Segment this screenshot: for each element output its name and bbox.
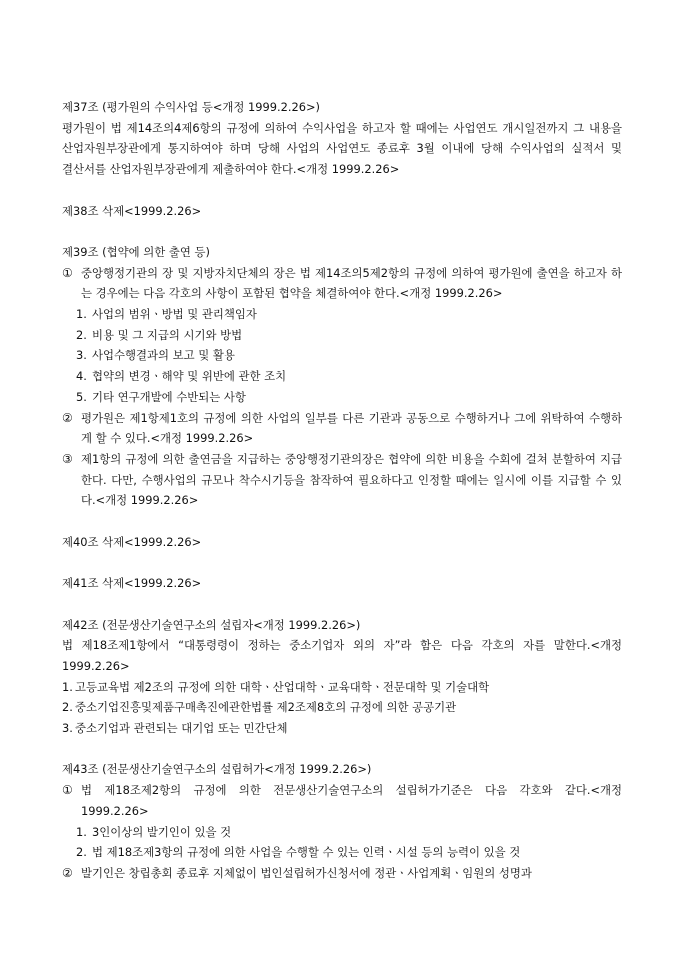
item-number: 3. (76, 348, 87, 363)
paragraph-marker: ① (62, 783, 73, 798)
item-number: 1. (76, 307, 87, 321)
list-item (62, 677, 622, 698)
item-text: 비용 및 그 지급의 시기와 방법 (92, 327, 243, 342)
list-item (62, 842, 622, 863)
document-page (62, 97, 622, 884)
article-43-paragraph-1 (62, 780, 622, 821)
item-number: 1. (62, 679, 73, 694)
item-text: 사업의 범위ㆍ방법 및 관리책임자 (92, 307, 257, 321)
paragraph-marker: ③ (62, 451, 73, 466)
list-item (62, 718, 622, 739)
item-text: 중소기업과 관련되는 대기업 또는 민간단체 (75, 721, 288, 736)
paragraph-text: 평가원은 제1항제1호의 규정에 의한 사업의 일부를 다른 기관과 공동으로 수행하거나 그에 위탁하여 수행하게 할 수 있다.<개정 1999.2.26> (81, 410, 622, 446)
item-number: 5. (76, 389, 87, 404)
item-number: 2. (76, 845, 87, 860)
paragraph-text: 법 제18조제2항의 규정에 의한 전문생산기술연구소의 설립허가기준은 다음 각호와 같다.<개정 1999.2.26> (81, 783, 622, 818)
article-42-heading: 제42조 (전문생산기술연구소의 설립자<개정 1999.2.26>) (62, 617, 361, 632)
list-item (62, 345, 622, 366)
item-number: 1. (76, 824, 87, 839)
paragraph-marker: ② (62, 865, 73, 880)
item-text: 고등교육법 제2조의 규정에 의한 대학ㆍ산업대학ㆍ교육대학ㆍ전문대학 및 기술대학 (75, 679, 490, 694)
item-text: 3인이상의 발기인이 있을 것 (92, 824, 232, 839)
list-item (62, 325, 622, 346)
list-item (62, 697, 622, 718)
item-number: 3. (62, 721, 73, 736)
item-number: 2. (76, 327, 87, 342)
article-43-paragraph-2 (62, 863, 622, 884)
item-text: 기타 연구개발에 수반되는 사항 (92, 389, 246, 404)
article-40-heading: 제40조 삭제<1999.2.26> (62, 534, 202, 549)
item-text: 중소기업진흥및제품구매촉진에관한법률 제2조제8호의 규정에 의한 공공기관 (75, 700, 457, 715)
item-text: 협약의 변경ㆍ해약 및 위반에 관한 조치 (92, 369, 287, 384)
article-43-heading: 제43조 (전문생산기술연구소의 설립허가<개정 1999.2.26>) (62, 762, 372, 777)
list-item (62, 387, 622, 408)
paragraph-text: 중앙행정기관의 장 및 지방자치단체의 장은 법 제14조의5제2항의 규정에 의하여 평가원에 출연을 하고자 하는 경우에는 다음 각호의 사항이 포함된 협약을 체결하여야 한다.<개정 1999.2.26> (81, 265, 622, 301)
list-item (62, 304, 622, 325)
item-number: 4. (76, 369, 87, 384)
paragraph-marker: ① (62, 265, 73, 280)
paragraph-marker: ② (62, 410, 73, 425)
article-38-heading: 제38조 삭제<1999.2.26> (62, 203, 202, 218)
article-39-paragraph-2 (62, 408, 622, 449)
item-number: 2. (62, 700, 73, 715)
list-item (62, 822, 622, 843)
article-42-body: 법 제18조제1항에서 “대통령령이 정하는 중소기업자 외의 자”라 함은 다음 각호의 자를 말한다.<개정 1999.2.26> (62, 638, 622, 673)
article-41-heading: 제41조 삭제<1999.2.26> (62, 576, 202, 591)
article-39-heading: 제39조 (협약에 의한 출연 등) (62, 244, 210, 259)
article-37-body: 평가원이 법 제14조의4제6항의 규정에 의하여 수익사업을 하고자 할 때에는 사업연도 개시일전까지 그 내용을 산업자원부장관에게 통지하여야 하며 당해 사업의 사업연도 종료후 3월 이내에 당해 수익사업의 실적서 및 결산서를 산업자원부장관에게 제출하여야 한다.<개정 1999.2.26> (62, 120, 622, 177)
article-39-paragraph-1 (62, 263, 622, 304)
paragraph-text: 발기인은 창립총회 종료후 지체없이 법인설립허가신청서에 정관ㆍ사업계획ㆍ임원의 성명과 (81, 865, 532, 880)
item-text: 사업수행결과의 보고 및 활용 (92, 348, 235, 363)
list-item (62, 366, 622, 387)
paragraph-text: 제1항의 규정에 의한 출연금을 지급하는 중앙행정기관의장은 협약에 의한 비용을 수회에 걸쳐 분할하여 지급한다. 다만, 수행사업의 규모나 착수시기등을 참작하여 필요하다고 인정할 때에는 일시에 이를 지급할 수 있다.<개정 1999.2.26> (81, 451, 622, 508)
item-text: 법 제18조제3항의 규정에 의한 사업을 수행할 수 있는 인력ㆍ시설 등의 능력이 있을 것 (92, 845, 521, 860)
article-39-paragraph-3 (62, 449, 622, 511)
article-37-heading: 제37조 (평가원의 수익사업 등<개정 1999.2.26>) (62, 100, 320, 114)
